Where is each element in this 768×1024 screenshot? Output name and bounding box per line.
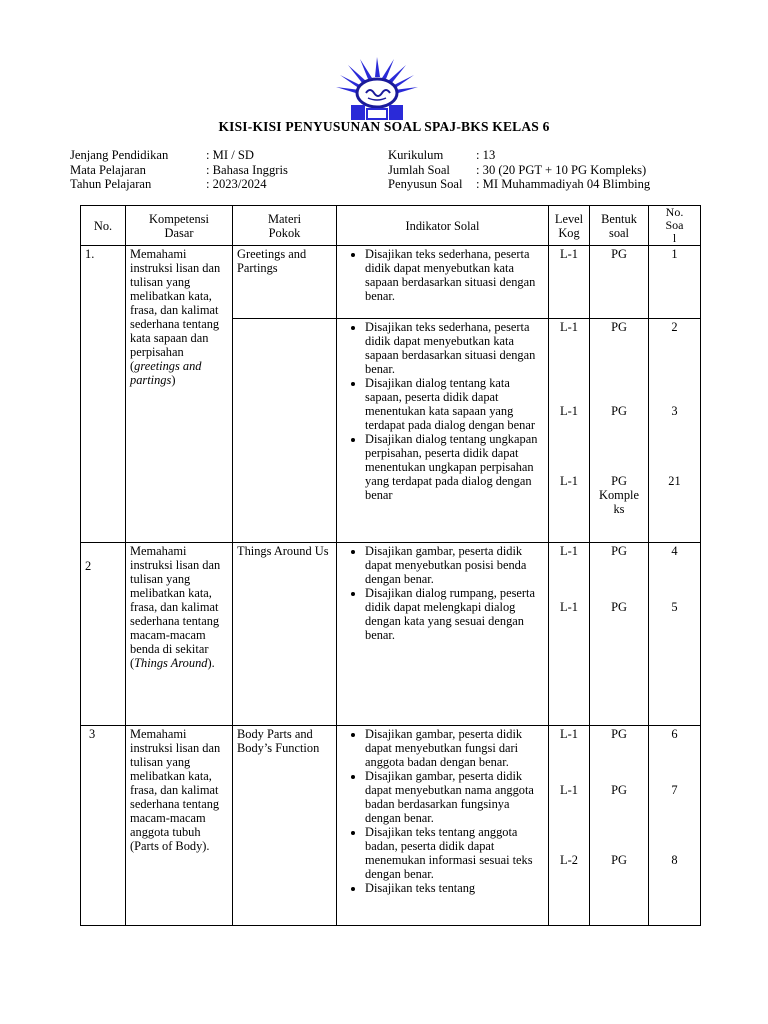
header-line: Soa bbox=[665, 218, 684, 232]
nomor-soal bbox=[649, 543, 701, 726]
kd-text: Memahami instruksi lisan dan tulisan yang melibatkan kata, frasa, dan kalimat sederhana tentang macam-macam benda di sekitar ( bbox=[130, 544, 221, 670]
nomor-soal: 1 bbox=[649, 246, 701, 319]
nomor-value: 5 bbox=[671, 600, 678, 614]
bentuk-soal bbox=[590, 726, 649, 926]
header-kompetensi-dasar bbox=[126, 206, 233, 246]
meta-label: Kurikulum bbox=[388, 148, 444, 162]
bentuk-value: PG bbox=[611, 320, 627, 334]
indikator-item: • Disajikan dialog tentang ungkapan perpisahan, peserta didik dapat menentukan ungkapan perpisahan yang terdapat pada dialog dengan benar bbox=[365, 432, 544, 502]
kd-italic: Things Around bbox=[134, 656, 208, 670]
bentuk-soal bbox=[590, 543, 649, 726]
row-number: 1. bbox=[81, 246, 126, 543]
meta-label: Penyusun Soal bbox=[388, 177, 463, 191]
indikator bbox=[337, 246, 549, 319]
level-value: L-1 bbox=[560, 474, 578, 488]
indikator bbox=[337, 543, 549, 726]
level-value: L-1 bbox=[560, 727, 578, 741]
nomor-soal bbox=[649, 726, 701, 926]
kompetensi-dasar bbox=[126, 543, 233, 726]
header-bentuk bbox=[590, 206, 649, 246]
bentuk-soal bbox=[590, 319, 649, 543]
nomor-value: 4 bbox=[671, 544, 678, 558]
indikator-item: • Disajikan gambar, peserta didik dapat menyebutkan posisi benda dengan benar. bbox=[365, 544, 544, 586]
level-kog: L-1 bbox=[549, 246, 590, 319]
nomor-value: 8 bbox=[671, 853, 678, 867]
materi-pokok: Body Parts and Body’s Function bbox=[233, 726, 337, 926]
meta-label: Jumlah Soal bbox=[388, 162, 450, 177]
kompetensi-dasar bbox=[126, 246, 233, 543]
meta-value: : Bahasa Inggris bbox=[206, 162, 288, 177]
bentuk-line: ks bbox=[613, 502, 625, 516]
nomor-value: 6 bbox=[671, 727, 678, 741]
indikator-item: • Disajikan teks tentang anggota badan, peserta didik dapat menemukan informasi sesuai teks dengan benar. bbox=[365, 825, 544, 881]
bentuk-value: PG bbox=[611, 727, 627, 741]
row-number: 2 bbox=[81, 543, 126, 726]
header-line: Bentuk bbox=[601, 211, 637, 226]
bentuk-soal: PG bbox=[590, 246, 649, 319]
document-title: KISI-KISI PENYUSUNAN SOAL SPAJ-BKS KELAS 6 bbox=[218, 119, 550, 134]
indikator-item: • Disajikan teks tentang bbox=[365, 881, 544, 895]
meta-value: : 13 bbox=[476, 148, 496, 162]
kompetensi-dasar: Memahami instruksi lisan dan tulisan yang melibatkan kata, frasa, dan kalimat sederhana tentang macam-macam anggota tubuh (Parts of Body). bbox=[126, 726, 233, 926]
kd-end: ). bbox=[207, 656, 215, 670]
header-line: No. bbox=[665, 205, 684, 219]
level-value: L-2 bbox=[560, 853, 578, 867]
materi-pokok: Things Around Us bbox=[233, 543, 337, 726]
level-value: L-1 bbox=[560, 320, 578, 334]
meta-value: : 2023/2024 bbox=[206, 177, 267, 191]
level-kog bbox=[549, 543, 590, 726]
indikator-item: • Disajikan gambar, peserta didik dapat menyebutkan fungsi dari anggota badan dengan benar. bbox=[365, 727, 544, 769]
kd-end: ) bbox=[171, 373, 176, 387]
level-value: L-1 bbox=[560, 600, 578, 614]
indikator-item: • Disajikan teks sederhana, peserta didik dapat menyebutkan kata sapaan berdasarkan situasi dengan benar. bbox=[365, 320, 544, 376]
meta-label: Tahun Pelajaran bbox=[70, 177, 152, 191]
header-line: Pokok bbox=[268, 225, 301, 240]
nomor-value: 3 bbox=[671, 404, 678, 418]
indikator-item: • Disajikan gambar, peserta didik dapat menyebutkan nama anggota badan berdasarkan fungsinya dengan benar. bbox=[365, 769, 544, 825]
level-kog bbox=[549, 726, 590, 926]
level-value: L-1 bbox=[560, 544, 578, 558]
indikator-item: • Disajikan teks sederhana, peserta didik dapat menyebutkan kata sapaan berdasarkan situasi dengan benar. bbox=[365, 247, 544, 303]
header-materi-pokok bbox=[233, 206, 337, 246]
meta-value: : MI Muhammadiyah 04 Blimbing bbox=[476, 177, 651, 191]
nomor-value: 2 bbox=[671, 320, 678, 334]
kd-italic: greetings and partings bbox=[130, 359, 202, 387]
bentuk-value: PG bbox=[611, 853, 627, 867]
header-line: Kog bbox=[558, 225, 580, 240]
indikator-item: • Disajikan dialog tentang kata sapaan, peserta didik dapat menentukan kata sapaan yang terdapat pada dialog dengan benar bbox=[365, 376, 544, 432]
muhammadiyah-logo bbox=[336, 57, 418, 124]
header-line: soal bbox=[609, 225, 629, 240]
header-line: l bbox=[672, 231, 677, 245]
kd-text: Memahami instruksi lisan dan tulisan yang melibatkan kata, frasa, dan kalimat sederhana tentang kata sapaan dan perpisahan ( bbox=[130, 247, 221, 373]
kisi-kisi-table bbox=[80, 205, 701, 926]
meta-value: : MI / SD bbox=[206, 148, 254, 162]
meta-label: Mata Pelajaran bbox=[70, 162, 146, 177]
meta-left bbox=[70, 148, 288, 192]
header-line: Kompetensi bbox=[149, 211, 209, 226]
table-row bbox=[81, 246, 701, 319]
header-level bbox=[549, 206, 590, 246]
table-row bbox=[81, 726, 701, 926]
indikator-item: • Disajikan dialog rumpang, peserta didik dapat melengkapi dialog dengan kata yang sesuai dengan benar. bbox=[365, 586, 544, 642]
indikator bbox=[337, 726, 549, 926]
meta-value: : 30 (20 PGT + 10 PG Kompleks) bbox=[476, 162, 647, 177]
row-number: 3 bbox=[81, 726, 126, 926]
level-kog bbox=[549, 319, 590, 543]
indikator bbox=[337, 319, 549, 543]
bentuk-value: PG bbox=[611, 544, 627, 558]
table-row bbox=[81, 543, 701, 726]
nomor-value: 21 bbox=[668, 474, 681, 488]
materi-pokok: Greetings and Partings bbox=[233, 246, 337, 319]
meta-label: Jenjang Pendidikan bbox=[70, 148, 169, 162]
header-no-soal bbox=[649, 206, 701, 246]
header-line: Dasar bbox=[164, 225, 194, 240]
header-line: Materi bbox=[267, 211, 302, 226]
level-value: L-1 bbox=[560, 783, 578, 797]
bentuk-line: Komple bbox=[599, 488, 639, 502]
bentuk-value bbox=[594, 474, 644, 516]
header-indikator: Indikator Solal bbox=[337, 206, 549, 246]
level-value: L-1 bbox=[560, 404, 578, 418]
header-line: Level bbox=[554, 211, 584, 226]
bentuk-value: PG bbox=[611, 783, 627, 797]
bentuk-value: PG bbox=[611, 404, 627, 418]
nomor-soal bbox=[649, 319, 701, 543]
nomor-value: 7 bbox=[671, 783, 678, 797]
meta-right bbox=[388, 148, 650, 192]
materi-pokok-empty bbox=[233, 319, 337, 543]
header-no: No. bbox=[81, 206, 126, 246]
bentuk-value: PG bbox=[611, 600, 627, 614]
bentuk-line: PG bbox=[611, 474, 627, 488]
